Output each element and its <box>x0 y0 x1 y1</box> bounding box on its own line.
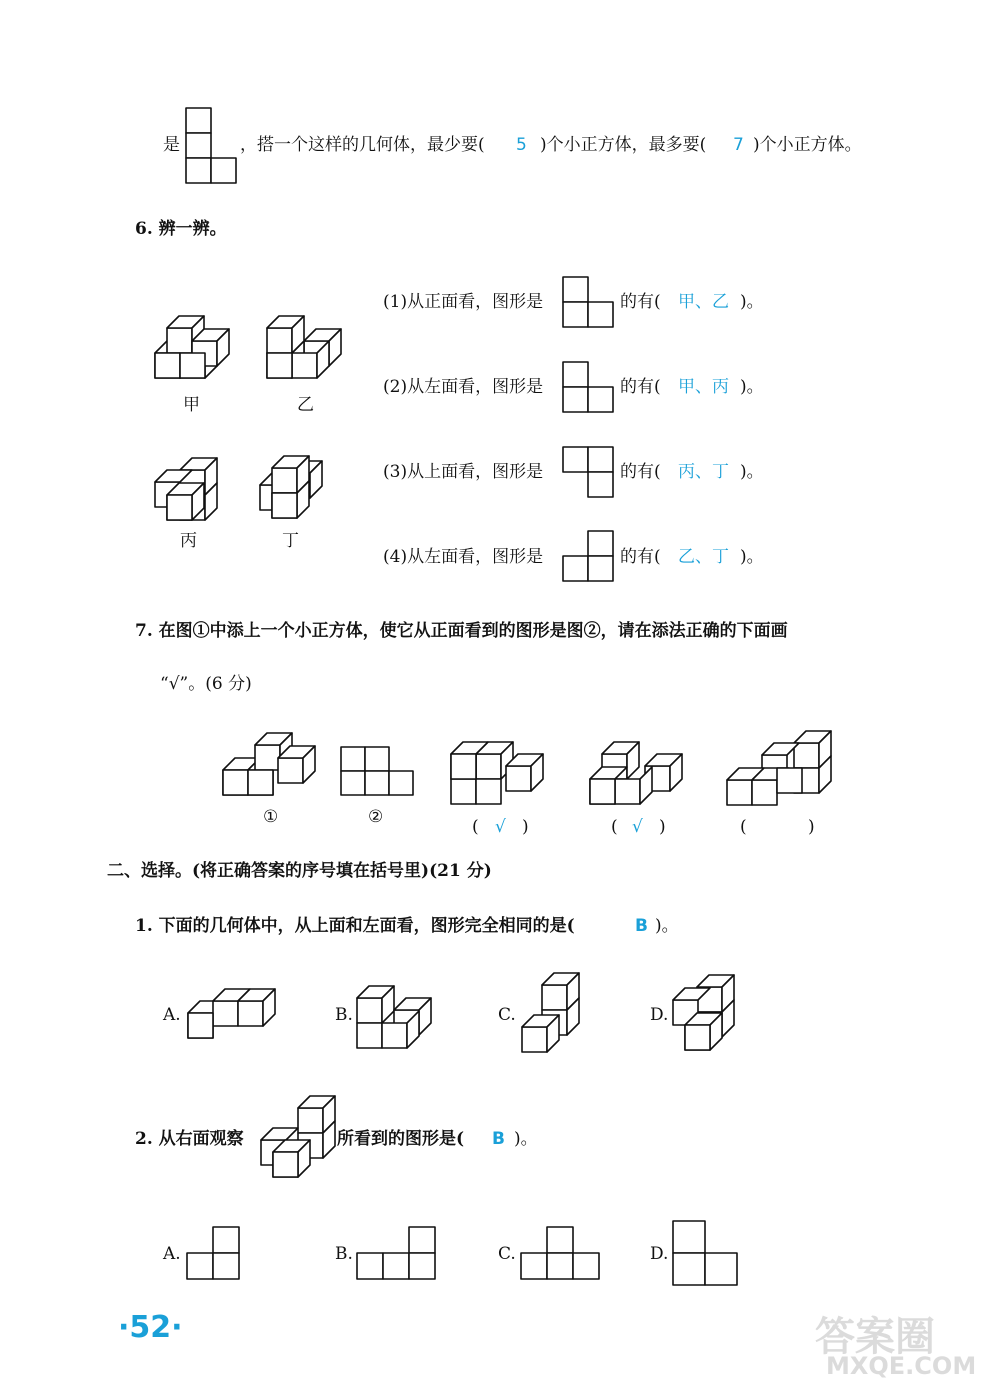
q6-item4-end: )。 <box>740 547 764 567</box>
q7-option-b-open: ( <box>611 817 618 837</box>
q5-grid-figure <box>185 107 239 187</box>
watermark-url: MXQE.COM <box>826 1352 977 1380</box>
q5-mid2: )个小正方体，最多要( <box>540 135 707 155</box>
watermark-logo: 答案圈 <box>815 1314 935 1360</box>
label-jia: 甲 <box>183 395 200 415</box>
s2-q2-opt-c-label: C. <box>498 1244 516 1264</box>
solid-jia <box>150 306 236 386</box>
q7-label-1: ① <box>263 807 279 827</box>
solid-ding <box>255 448 341 533</box>
q6-item4-view <box>562 530 618 586</box>
q6-item3-answer: 丙、丁 <box>678 462 729 482</box>
s2-q2-opt-d-view <box>672 1220 742 1288</box>
q6-item3-post: 的有( <box>620 462 661 482</box>
q6-item1-answer: 甲、乙 <box>678 292 729 312</box>
q6-item1-post: 的有( <box>620 292 661 312</box>
s2-q2-opt-a-label: A. <box>163 1244 181 1264</box>
q5-mid1: ，搭一个这样的几何体，最少要( <box>240 135 485 155</box>
q7-option-c-close: ) <box>808 817 815 837</box>
q7-line2: “√”。(6 分) <box>160 674 252 694</box>
q7-option-b-figure <box>585 738 695 808</box>
q7-label-2: ② <box>368 807 384 827</box>
q6-title: 6. 辨一辨。 <box>135 219 227 239</box>
s2-q2-opt-d-label: D. <box>650 1244 669 1264</box>
s2-q2-answer: B <box>492 1129 505 1149</box>
q6-item4-post: 的有( <box>620 547 661 567</box>
s2-q2-pre: 2. 从右面观察 <box>135 1129 244 1149</box>
q7-option-b-close: ) <box>659 817 666 837</box>
q6-item1-pre: (1)从正面看，图形是 <box>383 292 544 312</box>
s2-q1-end: )。 <box>655 916 679 936</box>
label-ding: 丁 <box>282 531 299 551</box>
q6-item2-end: )。 <box>740 377 764 397</box>
s2-q1-answer: B <box>635 916 648 936</box>
q6-item3-end: )。 <box>740 462 764 482</box>
q6-item4-answer: 乙、丁 <box>678 547 729 567</box>
q6-item3-pre: (3)从上面看，图形是 <box>383 462 544 482</box>
s2-q2-opt-c-view <box>520 1226 602 1282</box>
q5-post: )个小正方体。 <box>753 135 862 155</box>
q6-item1-end: )。 <box>740 292 764 312</box>
q5-answer-max: 7 <box>733 135 744 155</box>
q6-item4-pre: (4)从左面看，图形是 <box>383 547 544 567</box>
s2-q1-opt-c-figure <box>517 970 587 1060</box>
s2-q1-opt-c-label: C. <box>498 1005 516 1025</box>
q6-item2-pre: (2)从左面看，图形是 <box>383 377 544 397</box>
q7-option-c-figure <box>722 728 862 808</box>
q7-line1: 7. 在图①中添上一个小正方体，使它从正面看到的图形是图②，请在添法正确的下面画 <box>135 621 788 641</box>
s2-q1-opt-a-label: A. <box>163 1005 181 1025</box>
page-number: ·52· <box>118 1310 183 1345</box>
q6-item3-view <box>562 446 618 502</box>
s2-q1-opt-d-figure <box>670 973 750 1053</box>
solid-yi <box>262 306 348 386</box>
q7-option-a-figure <box>446 738 556 808</box>
q6-item1-view <box>562 276 618 332</box>
s2-q2-opt-b-label: B. <box>335 1244 353 1264</box>
q6-item2-post: 的有( <box>620 377 661 397</box>
s2-q2-opt-a-view <box>186 1226 242 1282</box>
q6-item2-view <box>562 361 618 417</box>
s2-q1-opt-d-label: D. <box>650 1005 669 1025</box>
s2-q2-figure <box>258 1090 343 1182</box>
q5-answer-min: 5 <box>516 135 527 155</box>
label-bing: 丙 <box>180 531 197 551</box>
s2-q2-post: 所看到的图形是( <box>337 1129 465 1149</box>
s2-q2-opt-b-view <box>356 1226 438 1282</box>
section2-title: 二、选择。(将正确答案的序号填在括号里)(21 分) <box>107 861 492 881</box>
label-yi: 乙 <box>297 395 314 415</box>
q7-option-a-open: ( <box>472 817 479 837</box>
q7-figure-1 <box>218 728 328 800</box>
q7-option-c-open: ( <box>740 817 747 837</box>
q7-figure-2 <box>340 746 416 802</box>
s2-q1-opt-a-figure <box>183 985 293 1040</box>
s2-q2-end: )。 <box>514 1129 538 1149</box>
q7-option-a-mark: √ <box>495 817 506 837</box>
s2-q1-opt-b-label: B. <box>335 1005 353 1025</box>
s2-q1-text: 1. 下面的几何体中，从上面和左面看，图形完全相同的是( <box>135 916 575 936</box>
q7-option-b-mark: √ <box>632 817 643 837</box>
q5-pre: 是 <box>163 135 180 155</box>
solid-bing <box>150 440 236 530</box>
q7-option-a-close: ) <box>522 817 529 837</box>
s2-q1-opt-b-figure <box>352 980 442 1050</box>
q6-item2-answer: 甲、丙 <box>678 377 729 397</box>
